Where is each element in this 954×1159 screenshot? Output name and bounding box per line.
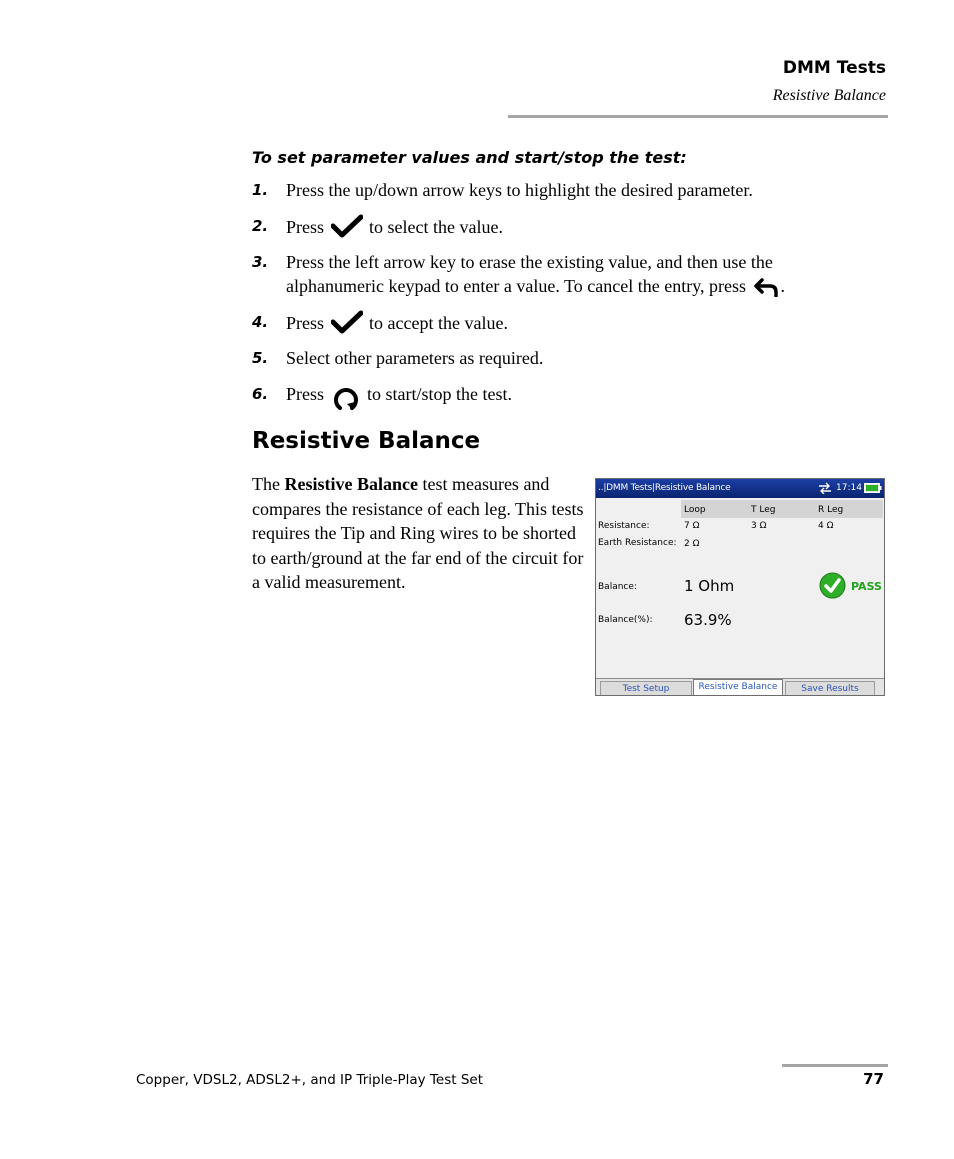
device-titlebar <box>596 479 884 498</box>
balance-percent-label: Balance(%): <box>598 615 653 625</box>
section-subtitle: Resistive Balance <box>772 87 886 104</box>
procedure-heading: To set parameter values and start/stop the test: <box>252 148 687 167</box>
page-number: 77 <box>863 1070 884 1088</box>
pass-check-icon <box>819 572 846 603</box>
resistance-loop-value: 7 Ω <box>684 521 700 531</box>
start-stop-icon <box>331 383 361 413</box>
balance-value: 1 Ohm <box>684 577 735 595</box>
step-5: 5. Select other parameters as required. <box>252 348 544 368</box>
checkmark-icon <box>331 310 363 340</box>
status-badge: PASS <box>851 580 882 593</box>
battery-icon <box>864 482 882 497</box>
column-t-leg: T Leg <box>751 505 776 515</box>
device-clock: 17:14 <box>836 483 862 493</box>
column-loop: Loop <box>684 505 706 515</box>
earth-resistance-label: Earth Resistance: <box>598 538 677 548</box>
tab-save-results[interactable]: Save Results <box>785 681 875 696</box>
column-r-leg: R Leg <box>818 505 844 515</box>
earth-resistance-value: 2 Ω <box>684 539 700 549</box>
column-header-row <box>681 500 883 518</box>
chapter-title: DMM Tests <box>782 58 886 78</box>
step-2: 2. Press to select the value. <box>252 214 872 244</box>
section-paragraph: The Resistive Balance test measures and compares the resistance of each leg. This tests requires the Tip and Ring wires to be shorted to earth/ground at the far end of the circuit for a valid measurement. <box>252 474 584 592</box>
balance-percent-value: 63.9% <box>684 611 732 629</box>
resistance-label: Resistance: <box>598 521 650 531</box>
step-4: 4. Press to accept the value. <box>252 310 872 340</box>
step-6: 6. Press to start/stop the test. <box>252 382 872 413</box>
footer-rule <box>782 1064 888 1067</box>
step-1: 1. Press the up/down arrow keys to highlight the desired parameter. <box>252 180 753 200</box>
back-arrow-icon <box>753 277 779 303</box>
tab-test-setup[interactable]: Test Setup <box>600 681 692 696</box>
connection-icon <box>818 482 832 497</box>
tab-resistive-balance[interactable]: Resistive Balance <box>693 679 783 696</box>
step-3: 3. Press the left arrow key to erase the existing value, and then use the alphanumeric keypad to enter a value. To cancel the entry, press . <box>252 250 872 303</box>
header-rule <box>508 115 888 118</box>
balance-label: Balance: <box>598 582 637 592</box>
resistance-t-leg-value: 3 Ω <box>751 521 767 531</box>
footer-product: Copper, VDSL2, ADSL2+, and IP Triple-Play Test Set <box>136 1072 484 1088</box>
resistance-r-leg-value: 4 Ω <box>818 521 834 531</box>
section-heading: Resistive Balance <box>252 428 481 454</box>
device-title: ..|DMM Tests|Resistive Balance <box>598 483 731 493</box>
device-tab-bar <box>596 678 884 696</box>
checkmark-icon <box>331 214 363 244</box>
device-screenshot <box>595 478 885 696</box>
